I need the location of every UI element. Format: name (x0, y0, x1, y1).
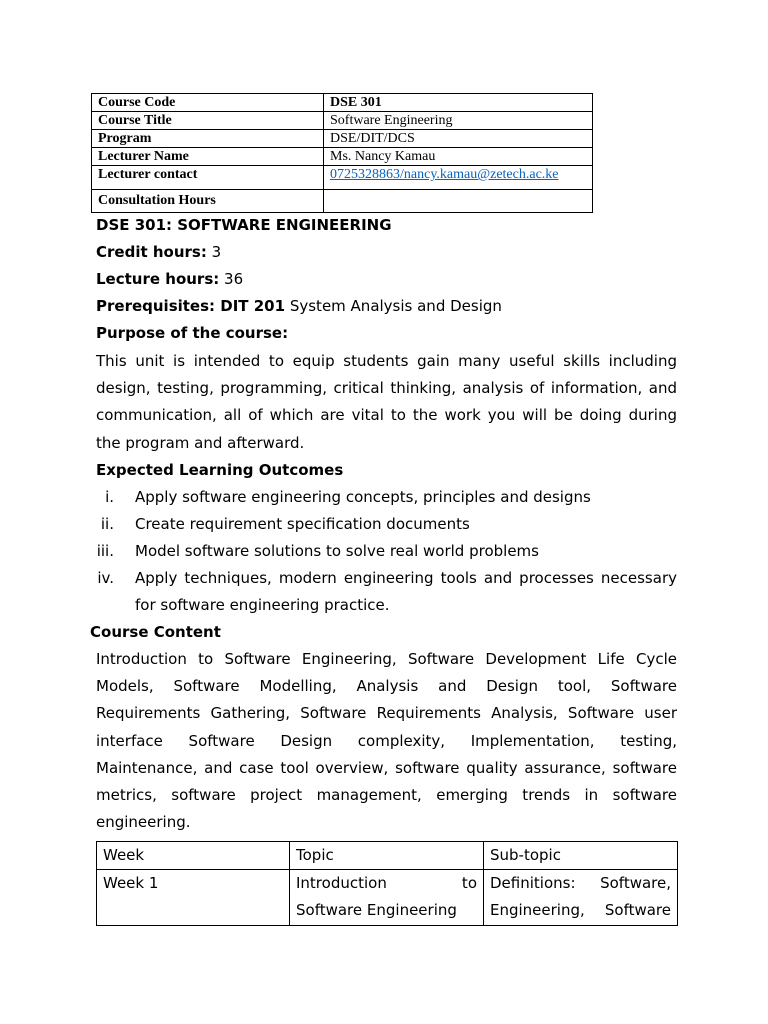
info-row-program (92, 130, 593, 148)
credit-hours (96, 239, 677, 266)
info-row-lecturer-name (92, 148, 593, 166)
week-cell: Week 1 (97, 870, 290, 925)
lecturer-contact-link[interactable]: 0725328863/nancy.kamau@zetech.ac.ke (330, 167, 559, 182)
info-label: Lecturer contact (92, 166, 324, 190)
schedule-header-row (97, 842, 678, 870)
course-heading: DSE 301: SOFTWARE ENGINEERING (96, 216, 392, 234)
course-content-heading: Course Content (90, 623, 221, 641)
purpose-heading: Purpose of the course: (96, 324, 289, 342)
info-value: Software Engineering (324, 112, 593, 130)
outcome-text: Create requirement specification documents (135, 515, 470, 533)
outcome-number: iv. (97, 569, 114, 587)
prerequisites-value: System Analysis and Design (289, 297, 502, 315)
schedule-row (97, 870, 678, 925)
info-row-course-code (92, 94, 593, 112)
info-value (324, 190, 593, 213)
header-subtopic: Sub-topic (484, 842, 678, 870)
lecture-hours (96, 266, 677, 293)
subtopic-cell: Definitions: Software, Engineering, Software (484, 870, 678, 925)
outcome-text: Apply techniques, modern engineering tools and processes necessary for software engineering practice. (135, 569, 677, 615)
outcome-text: Apply software engineering concepts, principles and designs (135, 488, 591, 506)
header-topic: Topic (290, 842, 484, 870)
lecture-hours-label: Lecture hours: (96, 270, 220, 288)
outcome-number: iii. (96, 542, 114, 560)
outcome-number: i. (105, 488, 114, 506)
outcome-text: Model software solutions to solve real world problems (135, 542, 539, 560)
info-value: DSE/DIT/DCS (324, 130, 593, 148)
prerequisites-label: Prerequisites: DIT 201 (96, 297, 286, 315)
prerequisites (96, 293, 677, 320)
info-label: Program (92, 130, 324, 148)
info-label: Course Code (92, 94, 324, 112)
course-info-table (91, 93, 593, 213)
outcomes-heading: Expected Learning Outcomes (96, 461, 344, 479)
info-value: DSE 301 (324, 94, 593, 112)
credit-hours-value: 3 (211, 243, 222, 261)
info-value: Ms. Nancy Kamau (324, 148, 593, 166)
outcome-number: ii. (100, 515, 114, 533)
header-week: Week (97, 842, 290, 870)
info-value-cell (324, 166, 593, 190)
info-row-consultation-hours (92, 190, 593, 213)
topic-cell: Introduction to Software Engineering (290, 870, 484, 925)
lecture-hours-value: 36 (224, 270, 244, 288)
credit-hours-label: Credit hours: (96, 243, 207, 261)
info-row-lecturer-contact (92, 166, 593, 190)
info-label: Course Title (92, 112, 324, 130)
info-label: Consultation Hours (92, 190, 324, 213)
course-content-paragraph: Introduction to Software Engineering, Software Development Life Cycle Models, Software Modelling, Analysis and Design tool, Software Requirements Gathering, Software Requirements Analysis, Software user interface Software Design complexity, Implementation, testing, Maintenance, and case tool overview, software quality assurance, software metrics, software project management, emerging trends in software engineering. (96, 650, 677, 832)
info-row-course-title (92, 112, 593, 130)
schedule-table (96, 841, 678, 926)
info-label: Lecturer Name (92, 148, 324, 166)
purpose-paragraph: This unit is intended to equip students gain many useful skills including design, testing, programming, critical thinking, analysis of information, and communication, all of which are vital to the work you will be doing during the program and afterward. (96, 352, 677, 452)
